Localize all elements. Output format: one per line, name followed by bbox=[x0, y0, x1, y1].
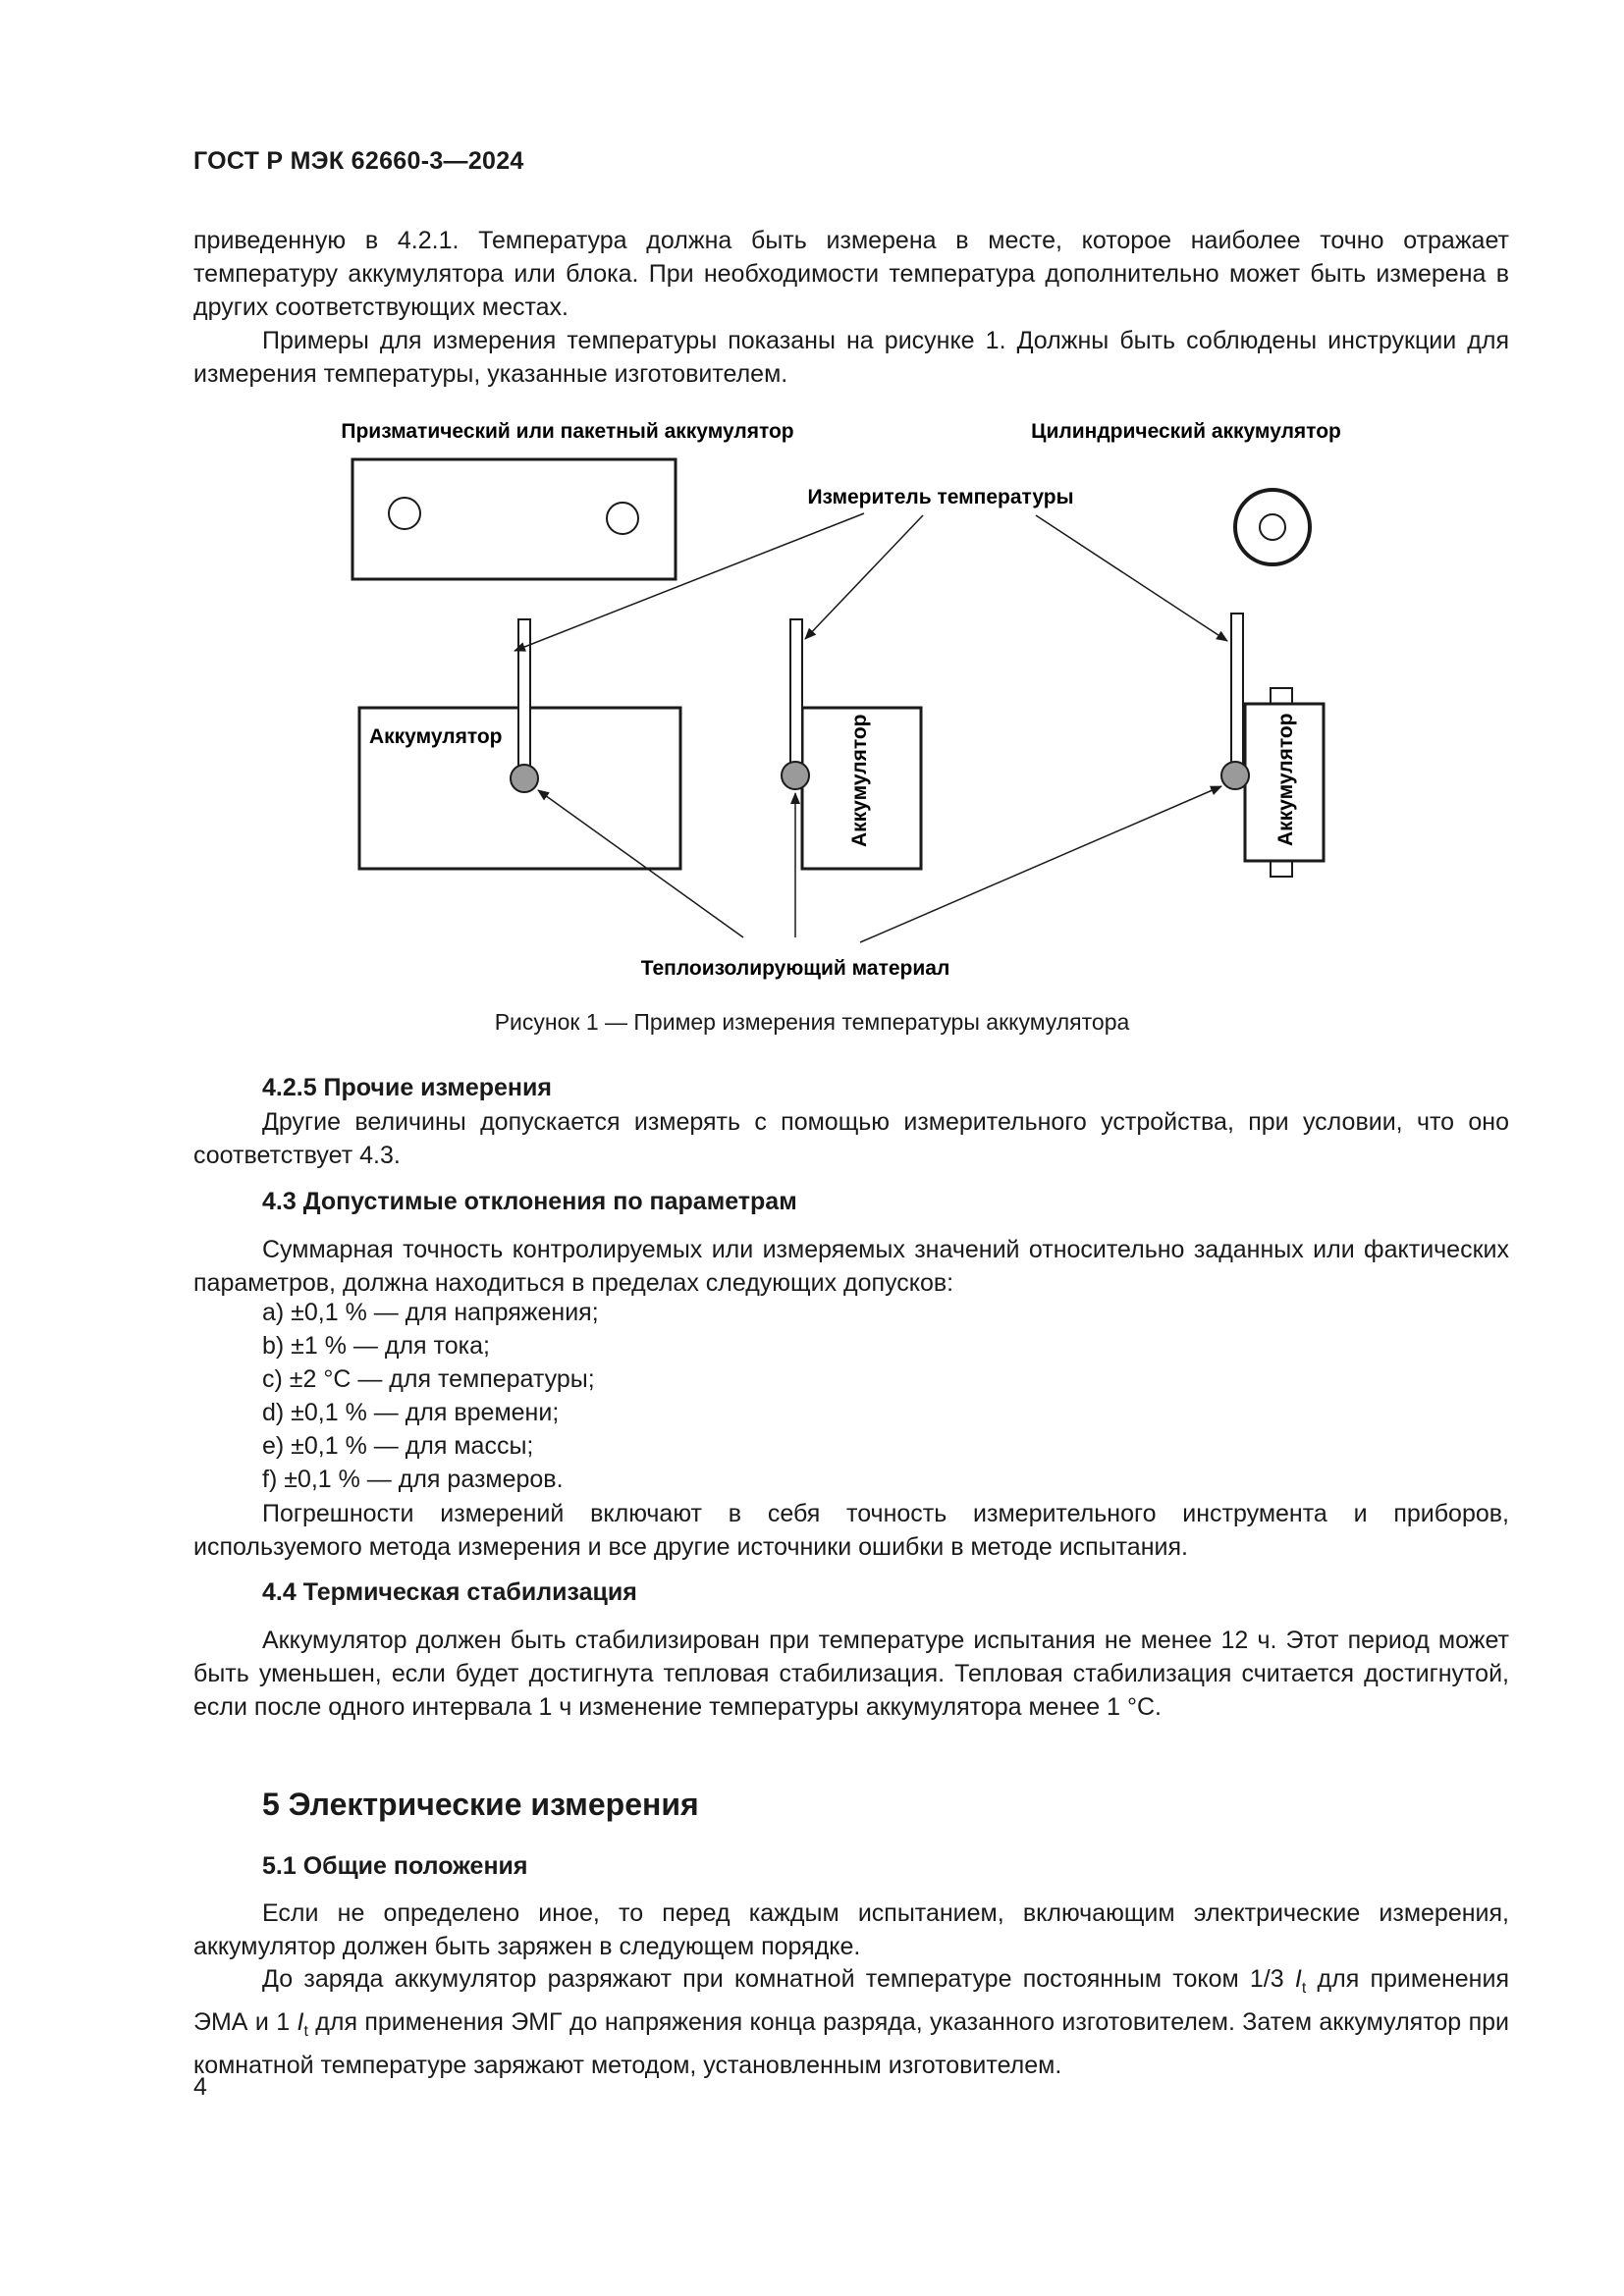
pouch-battery-side bbox=[782, 619, 921, 869]
tolerance-item: e) ±0,1 % — для массы; bbox=[262, 1432, 534, 1460]
tolerance-item: f) ±0,1 % — для размеров. bbox=[262, 1466, 564, 1493]
figure-caption: Рисунок 1 — Пример измерения температуры аккумулятора bbox=[494, 1009, 1130, 1035]
tolerance-item: a) ±0,1 % — для напряжения; bbox=[262, 1299, 599, 1326]
intro-text bbox=[193, 224, 1509, 391]
label-insulation: Теплоизолирующий материал bbox=[640, 957, 950, 980]
tolerance-item: b) ±1 % — для тока; bbox=[262, 1332, 490, 1360]
cylindrical-top-view bbox=[1235, 490, 1310, 564]
section-4-3-title: 4.3 Допустимые отклонения по параметрам bbox=[262, 1188, 797, 1215]
paragraph-1: приведенную в 4.2.1. Температура должна быть измерена в месте, которое наиболее точно отражает температуру аккумулятора или блока. При необходимости температура дополнительно может быть измерена в других соответствующих местах. bbox=[193, 227, 1509, 321]
figure-1 bbox=[0, 407, 1624, 996]
paragraph-2: Примеры для измерения температуры показаны на рисунке 1. Должны быть соблюдены инструкции для измерения температуры, указанные изготовителем. bbox=[193, 327, 1509, 388]
section-5-title: 5 Электрические измерения bbox=[262, 1787, 699, 1822]
battery-label-3: Аккумулятор bbox=[1274, 713, 1297, 846]
section-4-4-title: 4.4 Термическая стабилизация bbox=[262, 1578, 637, 1606]
tolerance-item: d) ±0,1 % — для времени; bbox=[262, 1399, 560, 1426]
insulation-arrows bbox=[538, 786, 1221, 942]
section-4-2-5-text: Другие величины допускается измерять с помощью измерительного устройства, при условии, что оно соответствует 4.3. bbox=[193, 1108, 1509, 1169]
section-4-4-text: Аккумулятор должен быть стабилизирован при температуре испытания не менее 12 ч. Этот период может быть уменьшен, если будет достигнута тепловая стабилизация. Тепловая стабилизация считается достигнутой, если после одного интервала 1 ч изменение температуры аккумулятора менее 1 °С. bbox=[193, 1627, 1509, 1721]
cylindrical-battery-side bbox=[1221, 614, 1324, 877]
tolerance-item: c) ±2 °С — для температуры; bbox=[262, 1365, 595, 1393]
label-temperature-meter: Измеритель температуры bbox=[807, 486, 1074, 508]
section-5-1-title: 5.1 Общие положения bbox=[262, 1852, 528, 1880]
document-header: ГОСТ Р МЭК 62660-3—2024 bbox=[193, 147, 524, 175]
section-5-1-text-2: До заряда аккумулятор разряжают при комнатной температуре постоянным током 1/3 $I_t$ для применения ЭМА и 1 $I_t$ для применения ЭМГ до напряжения конца разряда, указанного изготовителем. Затем аккумулятор при комнатной температуре заряжают методом, установленным изготовителем. bbox=[193, 1965, 1509, 2079]
label-cylindrical: Цилиндрический аккумулятор bbox=[1031, 420, 1341, 443]
prismatic-top-view bbox=[352, 459, 676, 579]
section-4-3-text-2: Погрешности измерений включают в себя точность измерительного инструмента и приборов, используемого метода измерения и все другие источники ошибки в методе испытания. bbox=[193, 1500, 1509, 1561]
battery-label-1: Аккумулятор bbox=[369, 725, 503, 748]
prismatic-battery-side bbox=[359, 619, 680, 869]
label-prismatic: Призматический или пакетный аккумулятор bbox=[341, 420, 794, 443]
page-number: 4 bbox=[193, 2073, 207, 2101]
section-4-3-text: Суммарная точность контролируемых или измеряемых значений относительно заданных или фактических параметров, должна находиться в пределах следующих допусков: bbox=[193, 1236, 1509, 1297]
section-5-1-text: Если не определено иное, то перед каждым испытанием, включающим электрические измерения, аккумулятор должен быть заряжен в следующем порядке. bbox=[193, 1899, 1509, 1960]
section-4-2-5-title: 4.2.5 Прочие измерения bbox=[262, 1074, 552, 1101]
battery-label-2: Аккумулятор bbox=[848, 714, 871, 847]
